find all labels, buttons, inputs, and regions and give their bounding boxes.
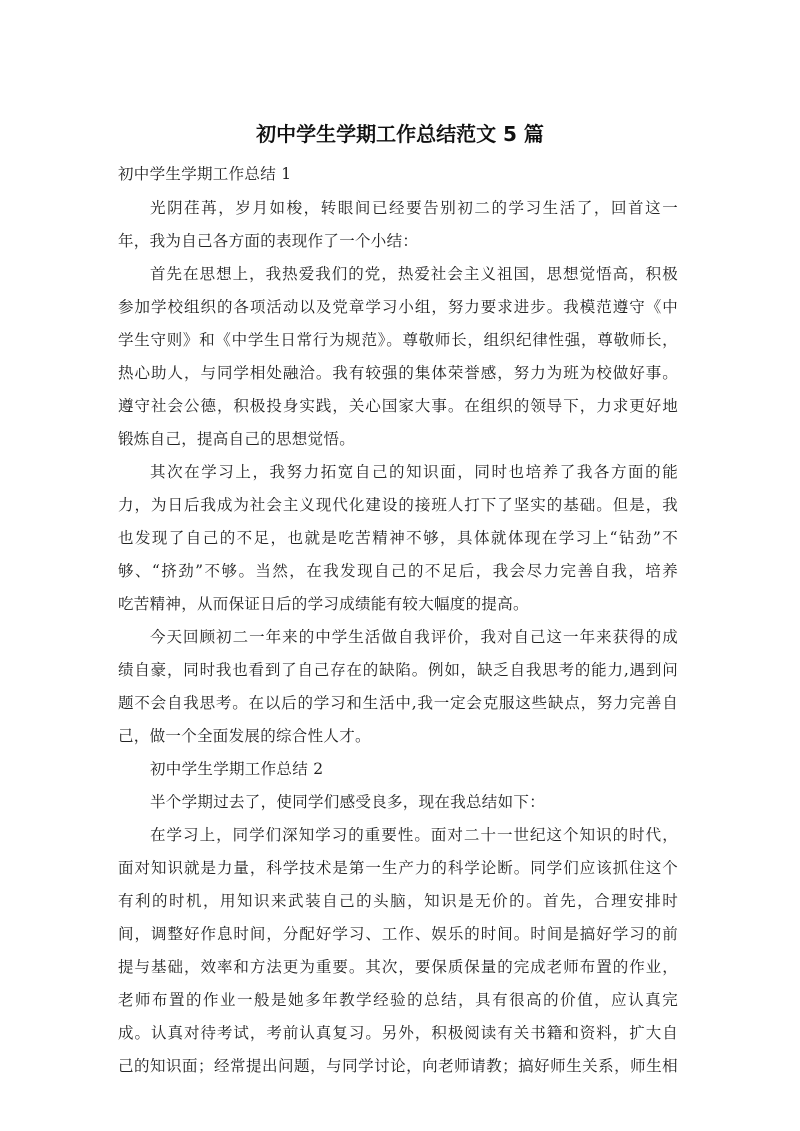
paragraph-line: 在学习上，同学们深知学习的重要性。面对二十一世纪这个知识的时代， bbox=[150, 826, 678, 844]
paragraph-line: 题不会自我思考。在以后的学习和生活中,我一定会克服这些缺点，努力完善自 bbox=[118, 694, 678, 712]
paragraph-line: 首先在思想上，我热爱我们的党，热爱社会主义祖国，思想觉悟高，积极 bbox=[150, 265, 678, 283]
paragraph-line: 锻炼自己，提高自己的思想觉悟。 bbox=[118, 430, 356, 448]
paragraph-line: 也发现了自己的不足，也就是吃苦精神不够，具体就体现在学习上“钻劲”不 bbox=[118, 529, 678, 547]
paragraph-line: 遵守社会公德，积极投身实践，关心国家大事。在组织的领导下，力求更好地 bbox=[118, 397, 678, 415]
document-title: 初中学生学期工作总结范文 5 篇 bbox=[256, 122, 544, 146]
paragraph-line: 学生守则》和《中学生日常行为规范》。尊敬师长，组织纪律性强，尊敬师长， bbox=[118, 331, 678, 349]
paragraph-line: 吃苦精神，从而保证日后的学习成绩能有较大幅度的提高。 bbox=[118, 595, 529, 613]
paragraph-line: 其次在学习上，我努力拓宽自己的知识面，同时也培养了我各方面的能 bbox=[150, 463, 678, 481]
paragraph-line: 成。认真对待考试，考前认真复习。另外，积极阅读有关书籍和资料，扩大自 bbox=[118, 1024, 678, 1042]
paragraph-line: 光阴荏苒，岁月如梭，转眼间已经要告别初二的学习生活了，回首这一 bbox=[150, 199, 678, 217]
paragraph-line: 己，做一个全面发展的综合性人才。 bbox=[118, 727, 371, 745]
paragraph-line: 绩自豪，同时我也看到了自己存在的缺陷。例如，缺乏自我思考的能力,遇到问 bbox=[118, 661, 678, 679]
paragraph-line: 年，我为自己各方面的表现作了一个小结： bbox=[118, 232, 419, 250]
paragraph-line: 半个学期过去了，使同学们感受良多，现在我总结如下： bbox=[150, 793, 546, 811]
paragraph-line: 老师布置的作业一般是她多年教学经验的总结，具有很高的价值，应认真完 bbox=[118, 991, 678, 1009]
paragraph-line: 够、“挤劲”不够。当然，在我发现自己的不足后，我会尽力完善自我，培养 bbox=[118, 562, 678, 580]
paragraph-line: 己的知识面；经常提出问题，与同学讨论，向老师请教；搞好师生关系，师生相 bbox=[118, 1057, 678, 1075]
paragraph-line: 提与基础，效率和方法更为重要。其次，要保质保量的完成老师布置的作业， bbox=[118, 958, 678, 976]
paragraph-line: 间，调整好作息时间，分配好学习、工作、娱乐的时间。时间是搞好学习的前 bbox=[118, 925, 678, 943]
paragraph-line: 参加学校组织的各项活动以及党章学习小组，努力要求进步。我模范遵守《中 bbox=[118, 298, 678, 316]
paragraph-line: 力，为日后我成为社会主义现代化建设的接班人打下了坚实的基础。但是，我 bbox=[118, 496, 678, 514]
paragraph-line: 今天回顾初二一年来的中学生活做自我评价，我对自己这一年来获得的成 bbox=[150, 628, 678, 646]
paragraph-line: 热心助人，与同学相处融洽。我有较强的集体荣誉感，努力为班为校做好事。 bbox=[118, 364, 678, 382]
section-heading-2: 初中学生学期工作总结 2 bbox=[150, 760, 324, 778]
section-heading-1: 初中学生学期工作总结 1 bbox=[118, 165, 292, 183]
paragraph-line: 有利的时机，用知识来武装自己的头脑，知识是无价的。首先，合理安排时 bbox=[118, 892, 678, 910]
paragraph-line: 面对知识就是力量，科学技术是第一生产力的科学论断。同学们应该抓住这个 bbox=[118, 859, 678, 877]
